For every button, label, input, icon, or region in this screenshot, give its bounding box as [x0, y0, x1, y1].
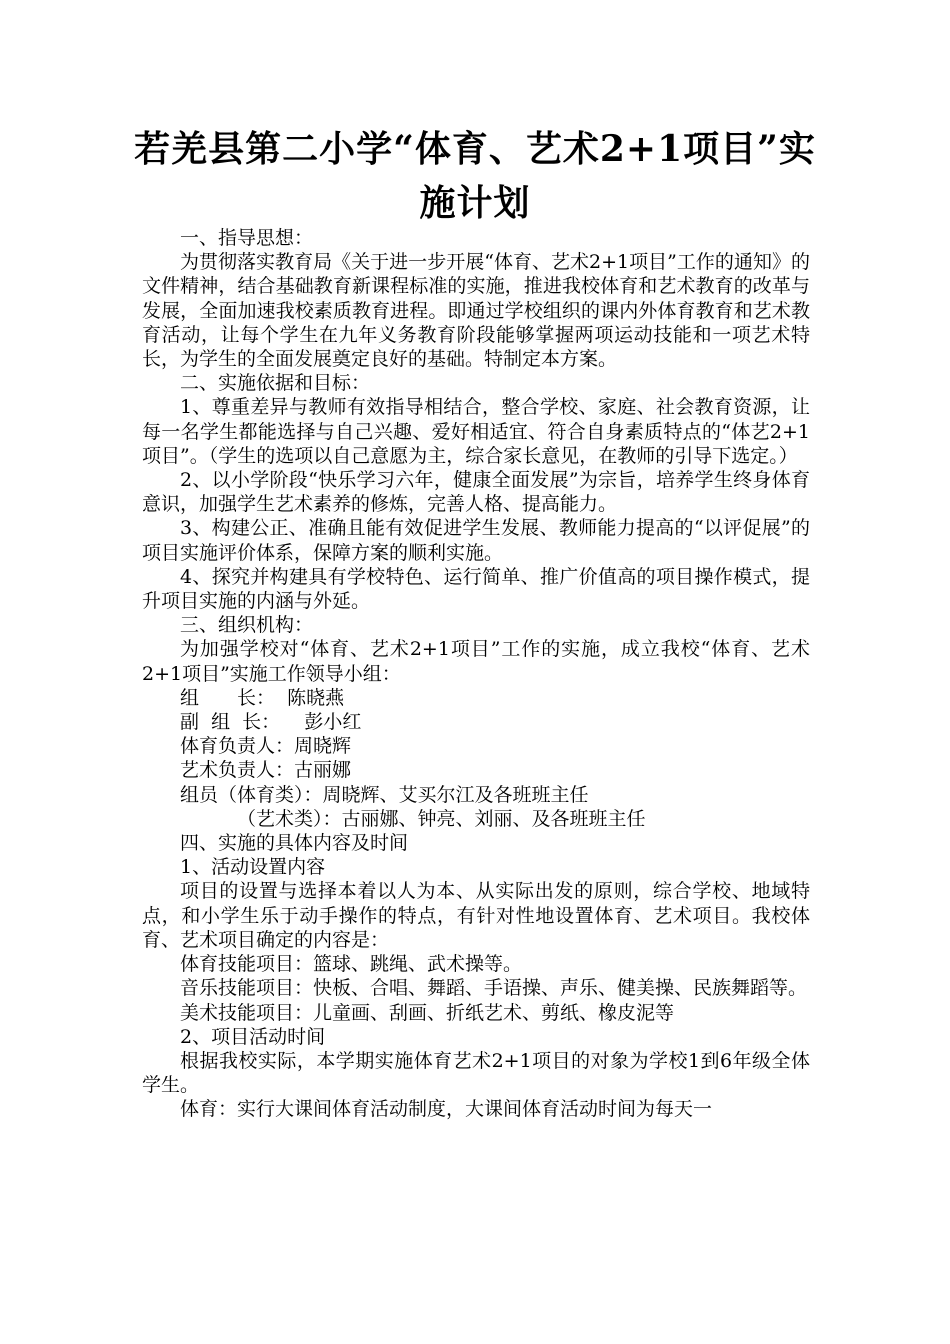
paragraph-guiding-thought: 为贯彻落实教育局《关于进一步开展“体育、艺术2+1项目”工作的通知》的文件精神，结合基础教育新课程标准的实施，推进我校体育和艺术教育的改革与发展，全面加速我校素质教育进程。即通过学校组织的课内外体育教育和艺术教育活动，让每个学生在九年义务教育阶段能够掌握两项运动技能和一项艺术特长，为学生的全面发展奠定良好的基础。特制定本方案。: [142, 251, 810, 371]
org-art-head: 艺术负责人：古丽娜: [180, 759, 352, 782]
pe-skill-items: 体育技能项目：篮球、跳绳、武术操等。: [180, 953, 523, 976]
section-heading-organization: 三、组织机构：: [180, 614, 314, 637]
paragraph-activity-time: 根据我校实际，本学期实施体育艺术2+1项目的对象为学校1到6年级全体学生。: [142, 1049, 810, 1097]
section-heading-basis-goals: 二、实施依据和目标：: [180, 372, 371, 395]
org-members-art: （艺术类）：古丽娜、钟亮、刘丽、及各班班主任: [237, 807, 646, 830]
org-members-pe: 组员（体育类）：周晓辉、艾买尔江及各班班主任: [180, 783, 589, 806]
section-heading-guiding-thought: 一、指导思想：: [180, 227, 314, 249]
paragraph-goal-1: 1、尊重差异与教师有效指导相结合，整合学校、家庭、社会教育资源，让每一名学生都能选择与自己兴趣、爱好相适宜、符合自身素质特点的“体艺2+1项目”。（学生的选项以自己意愿为主，综合家长意见，在教师的引导下选定。）: [142, 396, 810, 467]
subheading-activity-content: 1、活动设置内容: [180, 856, 326, 879]
paragraph-goal-3: 3、构建公正、准确且能有效促进学生发展、教师能力提高的“以评促展”的项目实施评价体系，保障方案的顺利实施。: [142, 517, 810, 564]
music-skill-items: 音乐技能项目：快板、合唱、舞蹈、手语操、声乐、健美操、民族舞蹈等。: [180, 977, 808, 1000]
org-leader: 组 长： 陈晓燕: [180, 686, 345, 709]
org-deputy-leader: 副 组 长： 彭小红: [180, 711, 362, 734]
document-body: [142, 226, 810, 1122]
paragraph-pe-schedule: 体育：实行大课间体育活动制度，大课间体育活动时间为每天一: [180, 1098, 713, 1121]
document-title: 若羌县第二小学“体育、艺术2+1项目”实施计划: [134, 128, 816, 224]
paragraph-activity-content: 项目的设置与选择本着以人为本、从实际出发的原则，综合学校、地域特点，和小学生乐于动手操作的特点，有针对性地设置体育、艺术项目。我校体育、艺术项目确定的内容是：: [142, 880, 810, 951]
section-heading-content-time: 四、实施的具体内容及时间: [180, 832, 409, 855]
art-skill-items: 美术技能项目：儿童画、刮画、折纸艺术、剪纸、橡皮泥等: [180, 1001, 675, 1024]
paragraph-goal-2: 2、以小学阶段“快乐学习六年，健康全面发展”为宗旨，培养学生终身体育意识，加强学生艺术素养的修炼，完善人格、提高能力。: [142, 469, 810, 516]
paragraph-goal-4: 4、探究并构建具有学校特色、运行简单、推广价值高的项目操作模式，提升项目实施的内涵与外延。: [142, 565, 810, 613]
subheading-activity-time: 2、项目活动时间: [180, 1025, 326, 1048]
org-pe-head: 体育负责人：周晓辉: [180, 735, 352, 758]
paragraph-organization: 为加强学校对“体育、艺术2+1项目”工作的实施，成立我校“体育、艺术2+1项目”实施工作领导小组：: [142, 638, 810, 685]
